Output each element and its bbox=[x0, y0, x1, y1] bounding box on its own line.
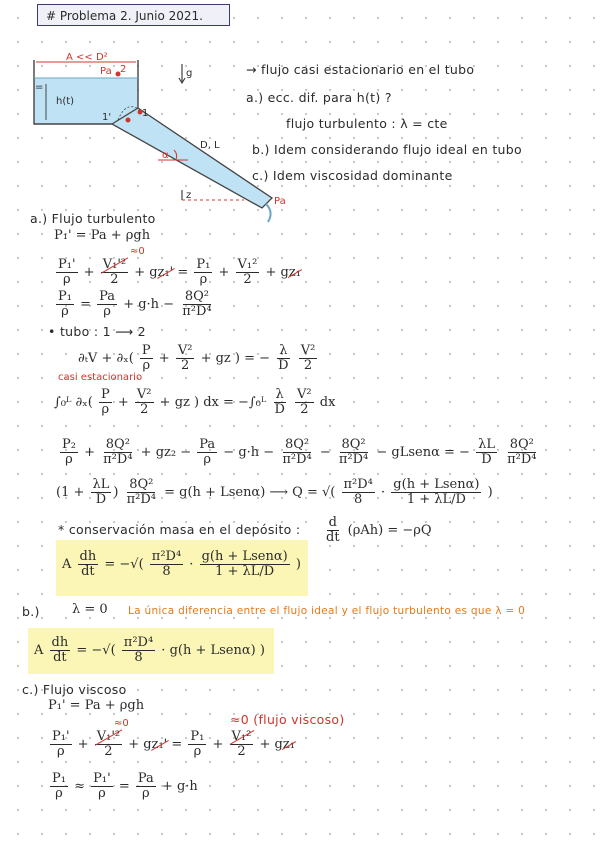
part-c-approx0: ≈0 bbox=[114, 718, 129, 729]
quasi-steady-note: casi estacionario bbox=[58, 372, 143, 383]
bernoulli-tank: $\frac{\text{P₁'}}{\rho}$ + $\frac{\text{V₁'²}}{2}$ + gz₁' = $\frac{\text{P₁}}{\rho}$ + $\frac{\text{V₁²}}{2}$ + gz₁ bbox=[58, 257, 301, 287]
momentum-eq: ∂ₜV + ∂ₓ( $\frac{P}{\rho}$ + $\frac{\text{V²}}{2}$ + gz ) = − $\frac{\lambda}{D}$ $\frac{\text{V²}}{2}$ bbox=[78, 343, 316, 373]
statement-flow: → flujo casi estacionario en el tubo bbox=[246, 62, 475, 77]
statement-c: c.) Idem viscosidad dominante bbox=[252, 168, 453, 183]
part-c-eq1: P₁' = Pa + ρgh bbox=[48, 698, 145, 713]
mass-conservation-eq: $\frac{d}{dt}$ (ρAh) = −ρQ bbox=[326, 515, 432, 545]
point-1p-label: 1' bbox=[102, 112, 112, 123]
expanded-eq: $\frac{\text{P₂}}{\rho}$ + $\frac{\text{8Q²}}{\text{π²D⁴}}$ + gz₂ − $\frac{Pa}{\rho}$ − g·h − $\frac{\text{8Q²}}{\text{π²D⁴}}$ − $\frac{\text{8Q²}}{\text{π²D⁴}}$ − gLsenα = − $\frac{\lambda L}{D}$ $\frac{\text{8Q²}}{\text{π²D⁴}}$ bbox=[62, 437, 537, 467]
point-1-label: 1 bbox=[142, 108, 149, 119]
part-a-heading: a.) Flujo turbulento bbox=[30, 211, 156, 226]
mass-conservation-label: * conservación masa en el depósito : bbox=[58, 522, 301, 537]
tube-dims-label: D, L bbox=[200, 140, 220, 151]
part-c-bernoulli: $\frac{\text{P₁'}}{\rho}$ + $\frac{\text{V₁'²}}{2}$ + gz₁' = $\frac{\text{P₁}}{\rho}$ + $\frac{\text{V₁²}}{2}$ + gz₁ bbox=[52, 729, 295, 759]
part-a-approx0: ≈0 bbox=[130, 246, 145, 257]
part-b-label: b.) bbox=[22, 604, 40, 619]
pa-top-label: Pa bbox=[100, 66, 112, 77]
statement-turbulent: flujo turbulento : λ = cte bbox=[286, 116, 448, 131]
statement-a: a.) ecc. dif. para h(t) ? bbox=[246, 90, 392, 105]
part-a-eq1: P₁' = Pa + ρgh bbox=[54, 228, 151, 243]
point-2-tank-label: 2 bbox=[120, 64, 127, 75]
page-title: # Problema 2. Junio 2021. bbox=[37, 4, 230, 26]
angle-label: α bbox=[162, 150, 169, 161]
surface-mark: = bbox=[35, 82, 44, 93]
part-b-note: La única diferencia entre el flujo ideal y el flujo turbulento es que λ = 0 bbox=[128, 605, 526, 617]
p1-result: $\frac{\text{P₁}}{\rho}$ = $\frac{Pa}{\rho}$ + g·h − $\frac{\text{8Q²}}{\text{π²D⁴}}$ bbox=[58, 289, 212, 319]
height-label: h(t) bbox=[56, 96, 75, 107]
statement-b: b.) Idem considerando flujo ideal en tubo bbox=[252, 142, 522, 157]
gravity-label: g bbox=[186, 68, 193, 79]
part-b-lambda: λ = 0 bbox=[72, 602, 108, 617]
tubo-label: • tubo : 1 ⟶ 2 bbox=[48, 324, 146, 339]
result-a-eq: A $\frac{dh}{dt}$ = −√( $\frac{\text{π²D⁴}}{8}$ · $\frac{\text{g(h + Lsenα)}}{1 + \lambda L/D}$ ) bbox=[62, 549, 301, 579]
area-condition-label: A << D² bbox=[66, 52, 108, 63]
part-c-heading: c.) Flujo viscoso bbox=[22, 682, 127, 697]
pa-out-label: Pa bbox=[274, 196, 286, 207]
integral-eq: ∫₀ᴸ ∂ₓ( $\frac{P}{\rho}$ + $\frac{\text{V²}}{2}$ + gz ) dx = −∫₀ᴸ $\frac{\lambda}{D}$ $\frac{\text{V²}}{2}$ dx bbox=[54, 387, 336, 417]
part-c-viscous-note: ≈0 (flujo viscoso) bbox=[230, 712, 345, 727]
result-b-eq: A $\frac{dh}{dt}$ = −√( $\frac{\text{π²D⁴}}{8}$ · g(h + Lsenα) ) bbox=[34, 635, 265, 665]
z-axis-label: z bbox=[186, 190, 192, 201]
flow-rate-eq: (1 + $\frac{\lambda L}{D}$ ) $\frac{\text{8Q²}}{\text{π²D⁴}}$ = g(h + Lsenα) ⟶ Q = √( $\frac{\text{π²D⁴}}{8}$ · $\frac{\text{g(h + Lsenα)}}{1 + \lambda L/D}$ ) bbox=[56, 477, 493, 507]
part-c-result: $\frac{\text{P₁}}{\rho}$ ≈ $\frac{\text{P₁'}}{\rho}$ = $\frac{Pa}{\rho}$ + g·h bbox=[52, 771, 198, 801]
